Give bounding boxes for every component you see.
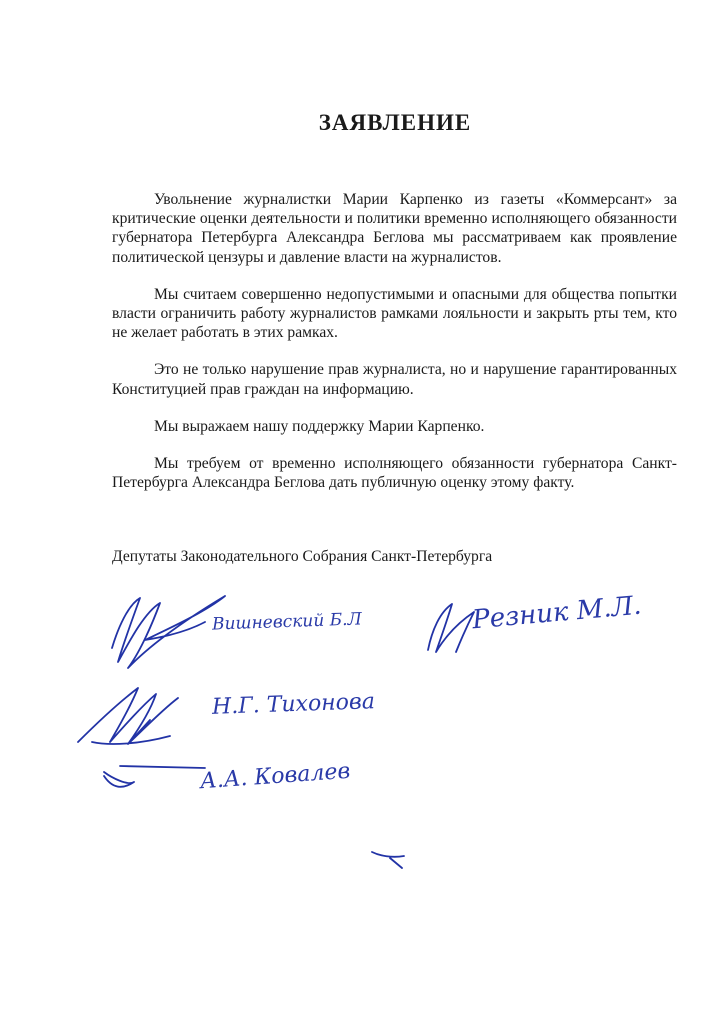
signature-3-scribble — [78, 688, 178, 744]
paragraph-1: Увольнение журналистки Марии Карпенко из газеты «Коммерсант» за критические оценки деятельности и политики временно исполняющего обязанности губернатора Петербурга Александра Беглова мы рассматриваем как проявление политической цензуры и давление власти на журналистов. — [112, 191, 677, 266]
signoff-line: Депутаты Законодательного Собрания Санкт-Петербурга — [112, 548, 493, 565]
signature-1-name: Вишневский Б.Л — [211, 609, 363, 635]
paragraph-2: Мы считаем совершенно недопустимыми и опасными для общества попытки власти ограничить работу журналистов рамками лояльности и закрыть рты тем, кто не желает работать в этих рамках. — [112, 285, 677, 342]
signature-3-name: Н.Г. Тихонова — [211, 689, 376, 720]
signature-2-scribble — [428, 604, 474, 652]
signature-4-name: А.А. Ковалев — [199, 758, 352, 795]
paragraph-4: Мы выражаем нашу поддержку Марии Карпенко. — [154, 417, 485, 435]
paragraph-3: Это не только нарушение прав журналиста, но и нарушение гарантированных Конституцией прав граждан на информацию. — [112, 361, 677, 398]
stray-ink-mark — [372, 852, 404, 868]
signature-1-scribble — [112, 596, 225, 668]
signature-2-name: Резник М.Л. — [471, 590, 643, 636]
paragraph-5: Мы требуем от временно исполняющего обязанности губернатора Санкт-Петербурга Александра Беглова дать публичную оценку этому факту. — [112, 455, 677, 492]
document-title: ЗАЯВЛЕНИЕ — [318, 110, 472, 135]
signature-4-scribble — [104, 766, 205, 787]
